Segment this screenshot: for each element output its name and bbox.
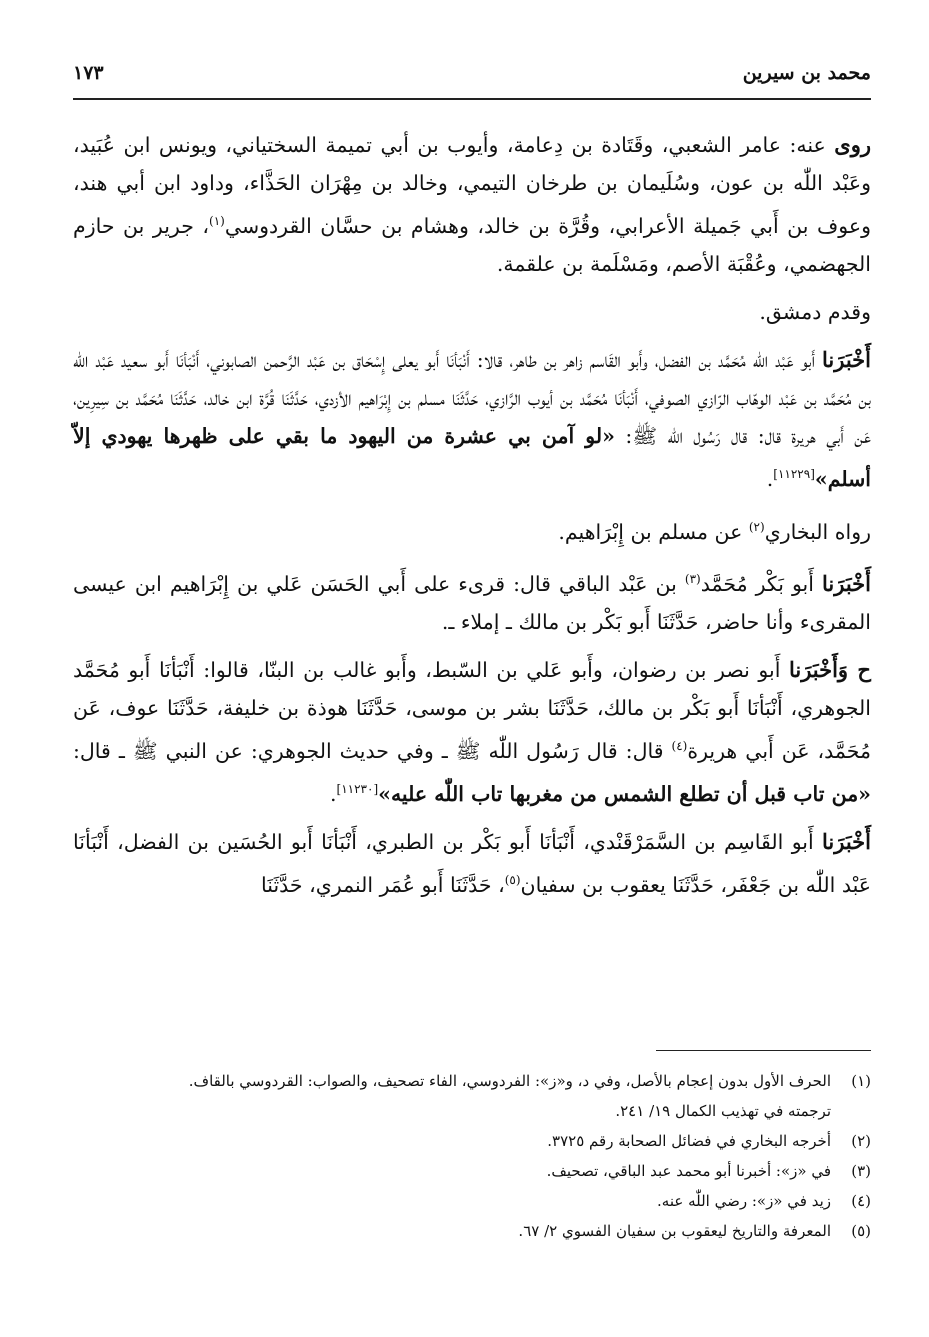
paragraph-text: أَبو نصر بن رضوان، وأَبو عَلي بن السّبط، وأَبو غالب بن البنّا، قالوا: أَنْبَأنَا أَبو مُحَمَّد الجوهري، أَنْبَأنَا أَبو بَكْر بن مالك، حَدَّثَنَا بشر بن موسى، حَدَّثَنَا هوذة بن خليفة، حَدَّثَنَا عوف، عَن مُحَمَّد، عَن أَبي هريرة [73, 658, 871, 764]
paragraph-tail: عن مسلم بن إِبْرَاهيم. [558, 519, 749, 544]
footnote-text: الحرف الأول بدون إعجام بالأصل، وفي د، و«ز»: الفردوسي، الفاء تصحيف، والصواب: القردوسي بالقاف. [188, 1072, 831, 1090]
paragraph-tail: ، جرير بن حازم الجهضمي، وعُقْبَة الأصم، ومَسْلَمة بن علقمة. [73, 213, 871, 276]
footnote-continuation: ترجمته في تهذيب الكمال ١٩/ ٢٤١. [615, 1102, 831, 1120]
paragraph-hadith-1 [73, 341, 871, 498]
footnote-number: (٣) [851, 1162, 871, 1180]
footnote-text: في «ز»: أخبرنا أبو محمد عبد الباقي، تصحيف. [546, 1162, 831, 1180]
running-header [73, 58, 871, 100]
footnote-ref: (٢) [748, 519, 765, 534]
footnote-item [73, 1126, 871, 1156]
lead-word: أَخْبَرَنا [822, 828, 871, 854]
footnote-text: المعرفة والتاريخ ليعقوب بن سفيان الفسوي ٢/ ٦٧. [518, 1222, 831, 1240]
header-title: محمد بن سيرين [742, 62, 871, 84]
footnote-ref: (٤) [671, 739, 688, 754]
footnote-item [73, 1186, 871, 1216]
hadith-number: [١١٢٣٠] [336, 782, 379, 797]
hadith-text: «لو آمن بي عشرة من اليهود ما بقي على ظهرها يهودي إلاّ أسلم» [73, 423, 871, 491]
footnote-separator [656, 1050, 871, 1051]
footnote-ref: (١) [209, 214, 225, 228]
paragraph-text: أَبو القَاسِم بن السَّمَرْقَنْدي، أَنْبَأنَا أَبو بَكْر بن الطبري، أَنْبَأنَا أَبو الحُسَين بن الفضل، أَنْبَأنَا عَبْد اللّٰه بن جَعْفَر، حَدَّثَنَا يعقوب بن سفيان [73, 829, 871, 897]
paragraph-text: أَبو عَبْد اللّٰه مُحَمَّد بن الفضل، وأَبو القَاسم زاهر بن طاهر، قالا: أَنْبَأنَا أَبو يعلى إِسْحَاق بن عَبْد الرَّحمن الصابوني، أَنْبَأنَا أَبو سعيد عَبْد اللّٰه بن مُحَمَّد بن عَبْد الوهّاب الرّازي الصوفي، أَنْبَأنَا مُحَمَّد بن أيوب الرَّازي، حَدَّثَنَا مسلم بن إِبْرَاهيم الأزدي، حَدَّثَنَا قُرَّة ابن خالد، حَدَّثَنَا مُحَمَّد بن سِيرِين، عَن أَبي هريرة قال: قال رَسُول اللّٰه ﷺ: [73, 347, 871, 448]
main-text [73, 126, 871, 914]
paragraph-damascus [73, 293, 871, 331]
paragraph-tail-2: . [329, 781, 337, 806]
footnote-item [73, 1066, 871, 1126]
footnote-number: (١) [851, 1072, 871, 1090]
paragraph-narrators [73, 126, 871, 283]
page-number: ١٧٣ [73, 62, 104, 84]
paragraph-text: رواه البخاري [764, 519, 871, 544]
footnote-number: (٢) [851, 1132, 871, 1150]
hadith-number: [١١٢٢٩] [773, 466, 815, 481]
lead-word: أَخْبَرَنا [822, 346, 871, 372]
footnote-ref: (٣) [684, 572, 701, 587]
paragraph-chain-2 [73, 560, 871, 641]
footnote-item [73, 1216, 871, 1246]
footnote-number: (٤) [851, 1192, 871, 1210]
paragraph-tail: ، حَدَّثَنَا أَبو عُمَر النمري، حَدَّثَنَا [261, 872, 505, 897]
lead-word: ح وَأَخْبَرَنا [788, 657, 871, 683]
footnotes [73, 1066, 871, 1246]
lead-word: روى [834, 132, 871, 157]
paragraph-bukhari [73, 508, 871, 551]
paragraph-tail: بن عَبْد الباقي قال: قرىء على أَبي الحَسَن عَلي بن إِبْرَاهيم ابن عيسى المقرىء وأنا حاضر، حَدَّثَنَا أَبو بَكْر بن مالك ـ إملاء ـ. [73, 572, 871, 635]
paragraph-chain-3 [73, 823, 871, 904]
footnote-text: زيد في «ز»: رضي اللّٰه عنه. [657, 1192, 831, 1210]
paragraph-text: وقدم دمشق. [759, 299, 871, 324]
footnote-ref: (٥) [504, 872, 521, 887]
lead-word: أَخْبَرَنا [822, 571, 871, 597]
paragraph-text: عنه: عامر الشعبي، وقَتَادة بن دِعامة، وأيوب بن أبي تميمة السختياني، ويونس ابن عُبَيد، وعَبْد اللّٰه بن عون، وسُلَيمان بن طرخان التيمي، وخالد بن مِهْرَان الحَذَّاء، وداود ابن أبي هند، وعوف بن أَبي جَميلة الأعرابي، وقُرَّة بن خالد، وهشام بن حسَّان القردوسي [73, 133, 871, 238]
paragraph-tail: قال: قال رَسُول اللّٰه ﷺ ـ وفي حديث الجوهري: عن النبي ﷺ ـ قال: [73, 739, 672, 764]
footnote-item [73, 1156, 871, 1186]
paragraph-tail: . [766, 466, 774, 491]
footnote-number: (٥) [851, 1222, 871, 1240]
footnote-text: أخرجه البخاري في فضائل الصحابة رقم ٣٧٢٥. [547, 1132, 831, 1150]
paragraph-text: أَبو بَكْر مُحَمَّد [700, 572, 823, 597]
hadith-text: «من تاب قبل أن تطلع الشمس من مغربها تاب اللّٰه عليه» [378, 781, 871, 806]
paragraph-hadith-2 [73, 651, 871, 813]
